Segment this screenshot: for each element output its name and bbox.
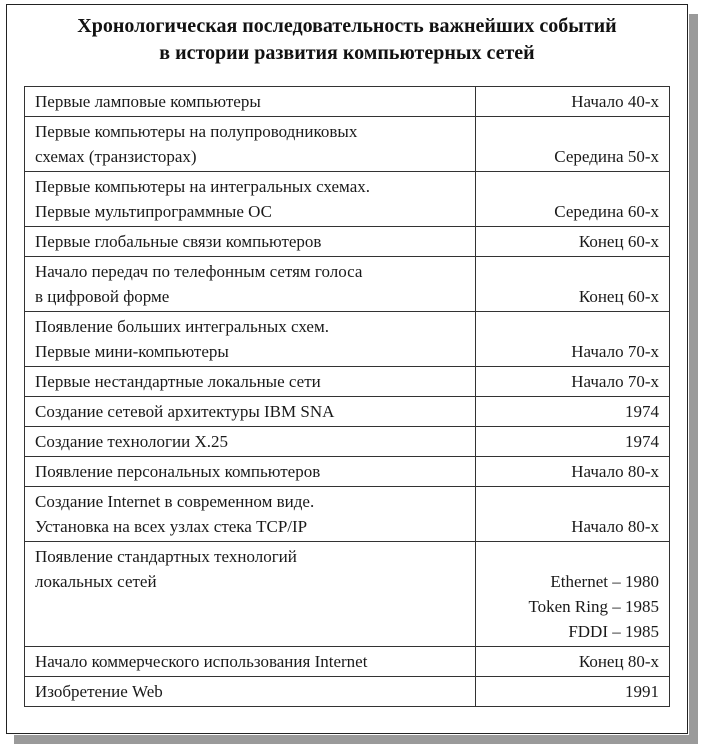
date-cell <box>476 87 670 117</box>
table-row <box>25 427 670 457</box>
date-cell <box>476 677 670 707</box>
date-cell <box>476 367 670 397</box>
event-text: Первые компьютеры на интегральных схемах. <box>35 177 370 196</box>
event-text: Создание технологии X.25 <box>35 432 228 451</box>
event-date: Начало 80-х <box>571 517 659 536</box>
document-frame <box>6 4 688 734</box>
event-cell <box>25 312 476 367</box>
date-cell <box>476 397 670 427</box>
event-cell <box>25 87 476 117</box>
table-row <box>25 457 670 487</box>
event-text: Изобретение Web <box>35 682 163 701</box>
event-date: Начало 70-х <box>571 342 659 361</box>
event-text: в цифровой форме <box>35 287 170 306</box>
event-date: 1974 <box>625 402 659 421</box>
page-shadow-right <box>689 14 698 742</box>
event-text: Появление стандартных технологий <box>35 547 297 566</box>
event-date: Token Ring – 1985 <box>528 597 659 616</box>
event-text: Создание сетевой архитектуры IBM SNA <box>35 402 335 421</box>
date-cell <box>476 227 670 257</box>
date-cell <box>476 312 670 367</box>
event-cell <box>25 677 476 707</box>
event-text: Первые мини-компьютеры <box>35 342 229 361</box>
table-row <box>25 312 670 367</box>
event-cell <box>25 397 476 427</box>
table-row <box>25 172 670 227</box>
date-cell <box>476 172 670 227</box>
event-date: 1991 <box>625 682 659 701</box>
table-row <box>25 647 670 677</box>
event-date: Середина 50-х <box>554 147 659 166</box>
event-date: 1974 <box>625 432 659 451</box>
event-text: Установка на всех узлах стека TCP/IP <box>35 517 308 536</box>
date-cell <box>476 457 670 487</box>
event-date: Конец 60-х <box>578 287 659 306</box>
date-cell <box>476 647 670 677</box>
table-row <box>25 227 670 257</box>
event-cell <box>25 647 476 677</box>
event-cell <box>25 227 476 257</box>
date-cell <box>476 487 670 542</box>
event-text: Первые глобальные связи компьютеров <box>35 232 322 251</box>
event-text: схемах (транзисторах) <box>35 147 197 166</box>
event-date: Конец 80-х <box>578 652 659 671</box>
event-cell <box>25 257 476 312</box>
table-row <box>25 677 670 707</box>
event-text: локальных сетей <box>35 572 157 591</box>
event-date: Середина 60-х <box>554 202 659 221</box>
event-date: FDDI – 1985 <box>568 622 659 641</box>
table-row <box>25 257 670 312</box>
title-line-2: в истории развития компьютерных сетей <box>159 42 535 64</box>
event-text: Начало передач по телефонным сетям голоса <box>35 262 363 281</box>
event-text: Первые мультипрограммные ОС <box>35 202 272 221</box>
table-row <box>25 367 670 397</box>
event-cell <box>25 457 476 487</box>
event-date: Начало 40-х <box>571 92 659 111</box>
page-shadow-bottom <box>14 735 698 744</box>
event-cell <box>25 427 476 457</box>
event-cell <box>25 542 476 647</box>
table-row <box>25 542 670 647</box>
table-row <box>25 117 670 172</box>
event-cell <box>25 172 476 227</box>
event-date: Конец 60-х <box>578 232 659 251</box>
event-text: Появление персональных компьютеров <box>35 462 321 481</box>
table-row <box>25 87 670 117</box>
event-cell <box>25 117 476 172</box>
table-title <box>7 13 687 67</box>
date-cell <box>476 257 670 312</box>
event-text: Первые ламповые компьютеры <box>35 92 261 111</box>
events-table <box>24 86 670 707</box>
standards-list <box>486 544 659 644</box>
event-date: Ethernet – 1980 <box>550 572 659 591</box>
event-cell <box>25 367 476 397</box>
date-cell <box>476 542 670 647</box>
event-text: Появление больших интегральных схем. <box>35 317 329 336</box>
event-text: Создание Internet в современном виде. <box>35 492 315 511</box>
event-text: Первые компьютеры на полупроводниковых <box>35 122 358 141</box>
table-row <box>25 397 670 427</box>
date-cell <box>476 117 670 172</box>
event-text: Начало коммерческого использования Internet <box>35 652 368 671</box>
event-date: Начало 80-х <box>571 462 659 481</box>
date-cell <box>476 427 670 457</box>
title-line-1: Хронологическая последовательность важнейших событий <box>77 15 617 37</box>
event-text: Первые нестандартные локальные сети <box>35 372 321 391</box>
event-date: Начало 70-х <box>571 372 659 391</box>
table-row <box>25 487 670 542</box>
event-cell <box>25 487 476 542</box>
